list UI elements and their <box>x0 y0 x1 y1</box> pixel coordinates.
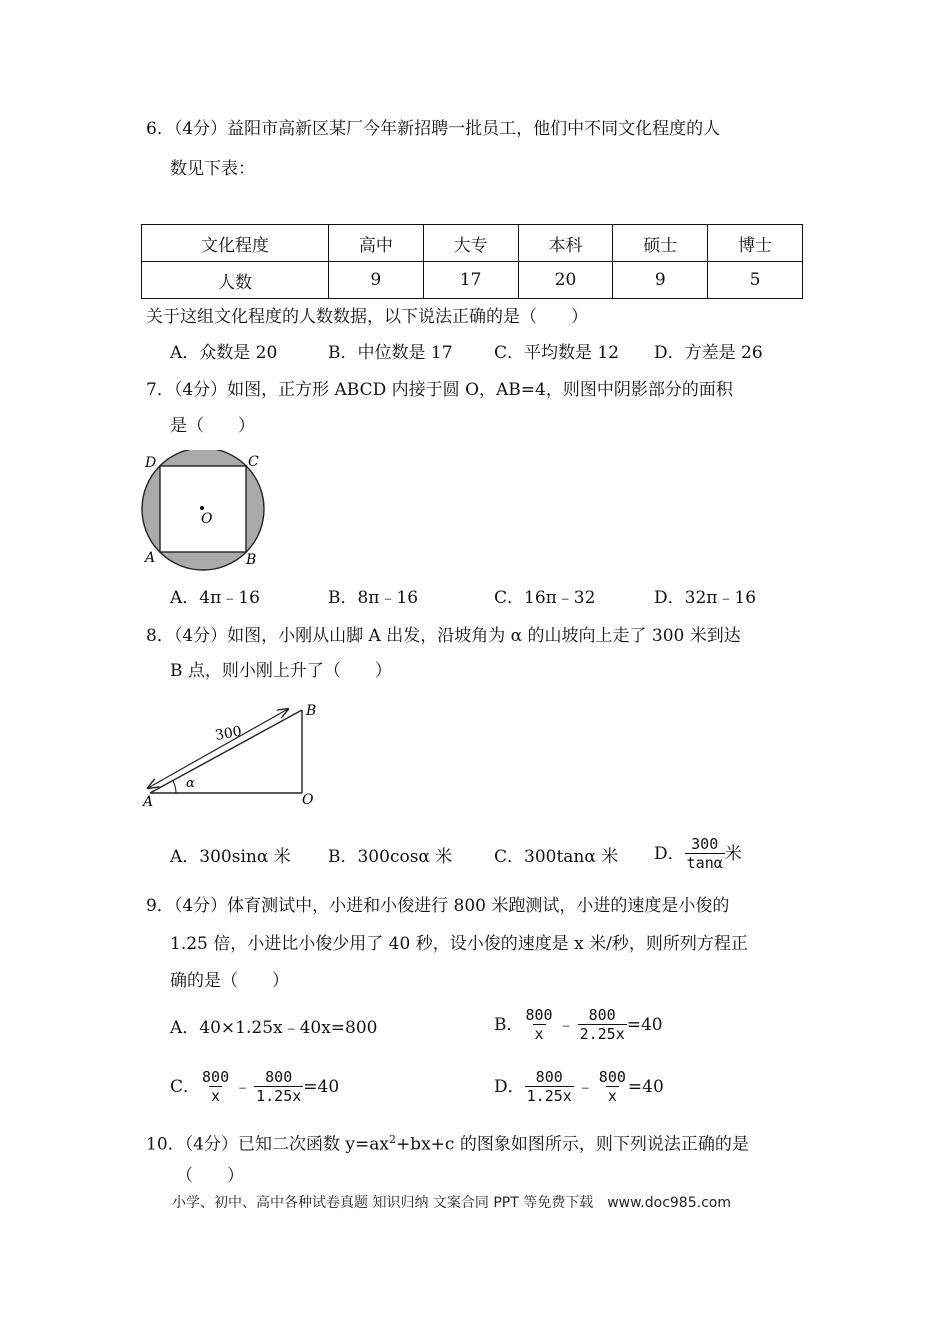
q8-option-d <box>654 835 742 872</box>
q9-option-d <box>494 1068 664 1105</box>
denominator: 2.25x <box>579 1025 625 1043</box>
numerator: 800 <box>525 1006 553 1024</box>
numerator: 800 <box>598 1068 626 1086</box>
denominator: 1.25x <box>526 1087 572 1105</box>
q8-option-b: B．300cosα 米 <box>328 847 453 867</box>
q8-stem-line1: 8．（4分）如图，小刚从山脚 A 出发，沿坡角为 α 的山坡向上走了 300 米到达 <box>146 626 741 646</box>
table-cell: 人数 <box>142 262 329 299</box>
table-cell: 20 <box>518 262 613 299</box>
numerator: 800 <box>202 1068 230 1086</box>
q7-stem-line2: 是（ ） <box>170 416 255 436</box>
denominator: tanα <box>686 854 723 872</box>
equals: =40 <box>627 1076 664 1097</box>
equals: =40 <box>303 1076 340 1097</box>
label-a: A <box>145 550 156 566</box>
operator: ﹣ <box>234 1076 252 1097</box>
denominator: x <box>607 1087 617 1105</box>
denominator: x <box>211 1087 221 1105</box>
q8-slope-figure <box>138 695 328 810</box>
fraction <box>524 1006 555 1043</box>
q7-option-d: D．32π﹣16 <box>654 588 757 608</box>
operator: ﹣ <box>557 1014 575 1035</box>
denominator: 1.25x <box>256 1087 302 1105</box>
slope-line <box>150 710 302 793</box>
label-o: O <box>201 511 213 527</box>
q6-stem-line1: 6．（4分）益阳市高新区某厂今年新招聘一批员工，他们中不同文化程度的人 <box>146 119 721 139</box>
operator: ﹣ <box>576 1076 594 1097</box>
fraction <box>685 835 725 872</box>
q7-option-a: A．4π﹣16 <box>170 588 260 608</box>
table-cell: 9 <box>328 262 423 299</box>
label-b: B <box>306 703 317 719</box>
option-label: B． <box>494 1014 524 1035</box>
label-c: C <box>248 454 259 470</box>
table-cell: 大专 <box>423 225 518 262</box>
table-row <box>142 262 803 299</box>
label-o: O <box>302 792 314 808</box>
q10-text-a: 10．（4分）已知二次函数 y=ax <box>146 1134 389 1155</box>
unit: 米 <box>724 843 742 864</box>
label-d: D <box>145 455 157 471</box>
fraction <box>597 1068 628 1105</box>
q6-option-b: B．中位数是 17 <box>328 343 453 363</box>
q9-stem-line3: 确的是（ ） <box>170 971 289 991</box>
q9-option-c <box>170 1068 339 1105</box>
fraction <box>578 1006 627 1043</box>
denominator: x <box>534 1025 544 1043</box>
table-cell: 高中 <box>328 225 423 262</box>
fraction <box>254 1068 303 1105</box>
option-label: D． <box>654 843 685 864</box>
q6-stem-line2: 数见下表： <box>170 159 255 179</box>
label-a: A <box>143 794 154 810</box>
table-cell: 本科 <box>518 225 613 262</box>
page-footer: 小学、初中、高中各种试卷真题 知识归纳 文案合同 PPT 等免费下载 www.doc985.com <box>172 1195 731 1211</box>
table-header-row <box>142 225 803 262</box>
fraction <box>525 1068 574 1105</box>
table-cell: 博士 <box>708 225 803 262</box>
table-cell: 文化程度 <box>142 225 329 262</box>
equals: =40 <box>626 1014 663 1035</box>
q10-stem-line1 <box>146 1128 749 1157</box>
numerator: 800 <box>265 1068 293 1086</box>
numerator: 800 <box>535 1068 563 1086</box>
label-alpha: α <box>186 776 195 791</box>
q7-option-b: B．8π﹣16 <box>328 588 419 608</box>
numerator: 800 <box>588 1006 616 1024</box>
q7-option-c: C．16π﹣32 <box>494 588 596 608</box>
q9-option-b <box>494 1006 663 1043</box>
q6-question: 关于这组文化程度的人数数据，以下说法正确的是（ ） <box>146 307 588 327</box>
q6-data-table <box>141 224 803 299</box>
q10-text-b: +bx+c 的图象如图所示，则下列说法正确的是 <box>395 1134 749 1155</box>
q6-option-d: D．方差是 26 <box>654 343 763 363</box>
q9-stem-line2: 1.25 倍，小进比小俊少用了 40 秒，设小俊的速度是 x 米/秒，则所列方程正 <box>170 934 748 954</box>
angle-arc <box>173 781 176 793</box>
q8-option-a: A．300sinα 米 <box>170 847 291 867</box>
exponent: 2 <box>388 1133 396 1146</box>
q8-stem-line2: B 点，则小刚上升了（ ） <box>170 661 392 681</box>
q9-stem-line1: 9．（4分）体育测试中，小进和小俊进行 800 米跑测试，小进的速度是小俊的 <box>146 896 730 916</box>
table-cell: 5 <box>708 262 803 299</box>
center-point <box>200 506 204 510</box>
label-b: B <box>246 552 257 568</box>
option-label: D． <box>494 1076 525 1097</box>
q9-option-a: A．40×1.25x﹣40x=800 <box>170 1018 378 1038</box>
table-cell: 硕士 <box>613 225 708 262</box>
q6-option-a: A．众数是 20 <box>170 343 278 363</box>
q7-circle-square-figure <box>138 450 278 572</box>
label-300: 300 <box>213 723 244 744</box>
q7-stem-line1: 7．（4分）如图，正方形 ABCD 内接于圆 O，AB=4，则图中阴影部分的面积 <box>146 380 733 400</box>
q10-stem-line2: （ ） <box>176 1166 244 1186</box>
option-label: C． <box>170 1076 201 1097</box>
table-cell: 17 <box>423 262 518 299</box>
q6-option-c: C．平均数是 12 <box>494 343 620 363</box>
numerator: 300 <box>691 835 719 853</box>
table-cell: 9 <box>613 262 708 299</box>
fraction <box>200 1068 231 1105</box>
q8-option-c: C．300tanα 米 <box>494 847 619 867</box>
